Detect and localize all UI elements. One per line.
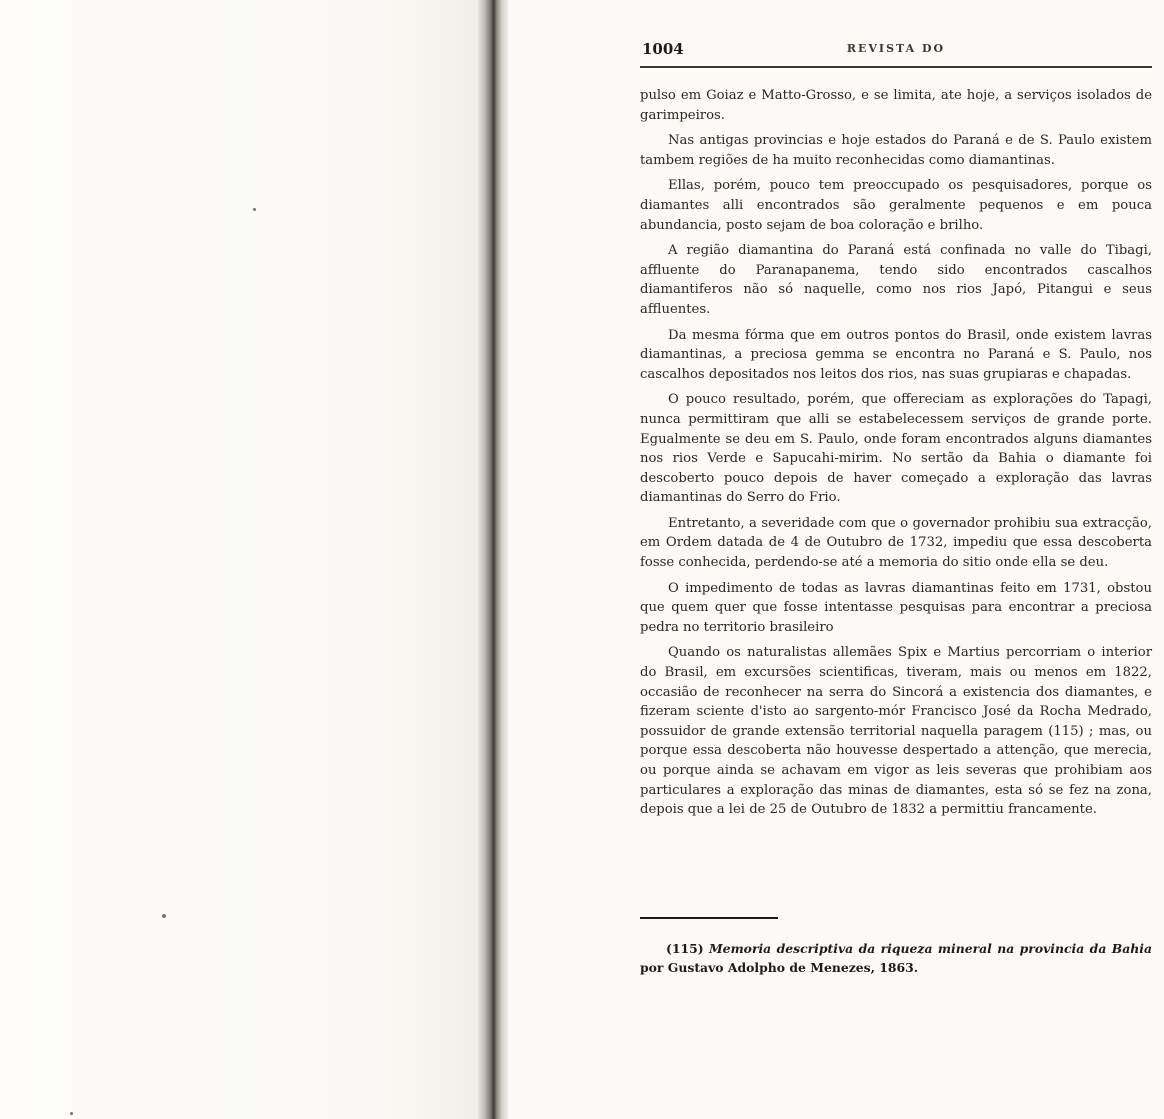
paragraph-8: O impedimento de todas as lavras diamantinas feito em 1731, obstou que quem quer que fosse intentasse pesquisas para encontrar a preciosa pedra no territorio brasileiro [640, 580, 1152, 635]
paragraph-1: pulso em Goiaz e Matto-Grosso, e se limita, ate hoje, a serviços isolados de garimpeiros. [640, 88, 1152, 123]
paragraph-2: Nas antigas provincias e hoje estados do Paraná e de S. Paulo existem tambem regiões de ha muito reconhecidas como diamantinas. [640, 133, 1152, 168]
header-rule [640, 66, 1152, 68]
footnote-number: (115) [666, 941, 704, 956]
page-number: 1004 [642, 40, 684, 58]
footnote-rule [640, 917, 778, 919]
paragraph-9: Quando os naturalistas allemães Spix e Martius percorriam o interior do Brasil, em excursões scientificas, tiveram, mais ou menos em 1822, occasião de reconhecer na serra do Sincorá a existencia dos diamantes, e fizeram sciente d'isto ao sargento-mór Francisco José da Rocha Medrado, possuidor de grande extensão territorial naquella paragem (115) ; mas, ou porque essa descoberta não houvesse despertado a attenção, que merecia, ou porque ainda se achavam em vigor as leis severas que prohibiam aos particulares a exploração das minas de diamantes, esta só se fez na zona, depois que a lei de 25 de Outubro de 1832 a permittiu francamente. [640, 645, 1152, 818]
footnote-rest: por Gustavo Adolpho de Menezes, 1863. [640, 960, 919, 975]
footnote [640, 939, 1152, 977]
body-text [640, 86, 1152, 826]
right-text-page [508, 0, 1164, 1119]
left-blank-page [0, 0, 482, 1119]
paragraph-6: O pouco resultado, porém, que offereciam as explorações do Tapagi, nunca permittiram que alli se estabelecessem serviços de grande porte. Egualmente se deu em S. Paulo, onde foram encontrados alguns diamantes nos rios Verde e Sapucahi-mirim. No sertão da Bahia o diamante foi descoberto pouco depois de haver começado a exploração das lavras diamantinas do Serro do Frio. [640, 392, 1152, 506]
footnote-title: Memoria descriptiva da riqueza mineral na provincia da Bahia [708, 941, 1152, 956]
paragraph-3: Ellas, porém, pouco tem preoccupado os pesquisadores, porque os diamantes alli encontrados são geralmente pequenos e em pouca abundancia, posto sejam de boa coloração e brilho. [640, 178, 1152, 233]
book-gutter [478, 0, 508, 1119]
paragraph-4: A região diamantina do Paraná está confinada no valle do Tibagi, affluente do Paranapanema, tendo sido encontrados cascalhos diamantiferos não só naquelle, como nos rios Japó, Pitangui e seus affluentes. [640, 243, 1152, 317]
running-head-title: REVISTA DO [846, 42, 946, 55]
paragraph-7: Entretanto, a severidade com que o governador prohibiu sua extracção, em Ordem datada de 4 de Outubro de 1732, impediu que essa descoberta fosse conhecida, perdendo-se até a memoria do sitio onde ella se deu. [640, 515, 1152, 571]
paragraph-5: Da mesma fórma que em outros pontos do Brasil, onde existem lavras diamantinas, a preciosa gemma se encontra no Paraná e S. Paulo, nos cascalhos depositados nos leitos dos rios, nas suas grupiaras e chapadas. [640, 327, 1152, 382]
running-head [642, 40, 1150, 60]
